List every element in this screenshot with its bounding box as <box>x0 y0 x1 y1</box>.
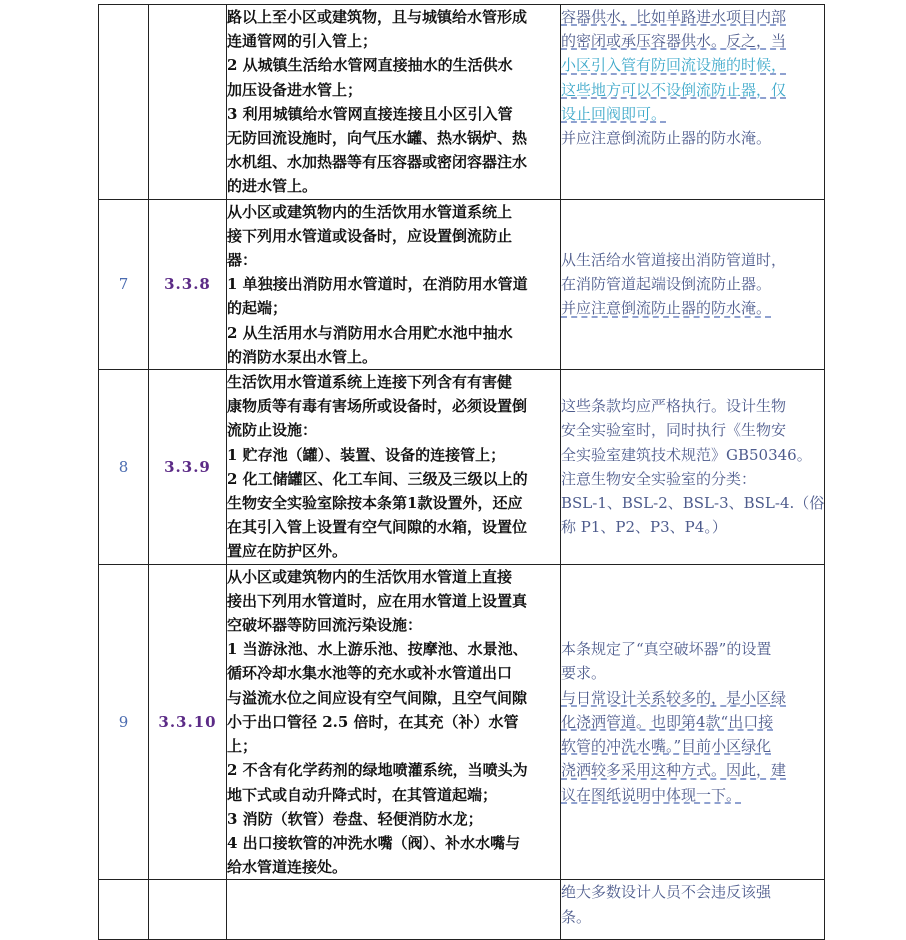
clause-text-line: 连通管网的引入管上； <box>227 32 378 51</box>
clause-text-line: 1 单独接出消防用水管道时，在消防用水管道 <box>227 275 528 294</box>
comment-line: 注意生物安全实验室的分类： <box>561 469 757 488</box>
clause-text-line: 给水管道连接处。 <box>227 858 348 877</box>
row-number <box>99 880 149 940</box>
clause-text-line: 的起端； <box>227 299 288 318</box>
clause-text-line: 3 利用城镇给水管网直接连接且小区引入管 <box>227 104 513 123</box>
comment-line: BSL-1、BSL-2、BSL-3、BSL-4.（俗 <box>561 494 825 513</box>
comment-line: 的密闭或承压容器供水。反之，当 <box>561 32 787 51</box>
comment-line: 称 P1、P2、P3、P4。） <box>561 518 727 537</box>
clause-text-line: 生活饮用水管道系统上连接下列含有有害健 <box>227 373 513 392</box>
comment-line: 与日常设计关系较多的，是小区绿 <box>561 688 787 707</box>
clause-text-line: 的进水管上。 <box>227 177 318 196</box>
comment-line: 从生活给水管道接出消防管道时， <box>561 251 787 270</box>
table-row <box>99 199 825 369</box>
comment-line: 设止回阀即可。 <box>561 104 667 123</box>
clause-text-line: 3 消防（软管）卷盘、轻便消防水龙； <box>227 809 483 828</box>
comment-cell <box>561 880 825 940</box>
comment-line: 要求。 <box>561 664 607 683</box>
comment-line: 这些地方可以不设倒流防止器，仅 <box>561 80 787 99</box>
clause-text-line: 1 贮存池（罐）、装置、设备的连接管上； <box>227 445 506 464</box>
clause-text-line: 2 化工储罐区、化工车间、三级及三级以上的 <box>227 469 528 488</box>
clause-text-line: 空破坏器等防回流污染设施： <box>227 616 423 635</box>
comment-line: 这些条款均应严格执行。设计生物 <box>561 397 787 416</box>
clause-text-line: 接下列用水管道或设备时，应设置倒流防止 <box>227 226 513 245</box>
table-row <box>99 880 825 940</box>
clause-text <box>227 370 561 565</box>
comment-line: 议在图纸说明中体现一下。 <box>561 785 742 804</box>
clause-text-line: 流防止设施： <box>227 421 318 440</box>
clause-code: 3.3.10 <box>149 564 227 880</box>
clause-text <box>227 199 561 369</box>
comment-line: 小区引入管有防回流设施的时候， <box>561 56 787 75</box>
comment-line: 本条规定了“真空破坏器”的设置 <box>561 640 772 659</box>
clause-text-line: 小于出口管径 2.5 倍时，在其充（补）水管 <box>227 712 519 731</box>
clause-text-line: 从小区或建筑物内的生活饮用水管道系统上 <box>227 202 513 221</box>
clause-text-line: 路以上至小区或建筑物，且与城镇给水管形成 <box>227 8 528 26</box>
clause-text <box>227 880 561 940</box>
clause-text-line: 接出下列用水管道时，应在用水管道上设置真 <box>227 591 528 610</box>
comment-cell <box>561 5 825 200</box>
clause-code: 3.3.9 <box>149 370 227 565</box>
comment-line: 并应注意倒流防止器的防水淹。 <box>561 299 772 318</box>
clause-text-line: 的消防水泵出水管上。 <box>227 347 378 366</box>
row-number: 7 <box>99 199 149 369</box>
clause-text-line: 2 从城镇生活给水管网直接抽水的生活供水 <box>227 56 513 75</box>
comment-line: 全实验室建筑技术规范》GB50346。 <box>561 445 812 464</box>
spec-table <box>98 4 825 940</box>
clause-text-line: 地下式或自动升降式时，在其管道起端； <box>227 785 498 804</box>
clause-text-line: 2 从生活用水与消防用水合用贮水池中抽水 <box>227 323 513 342</box>
comment-line: 安全实验室时，同时执行《生物安 <box>561 421 787 440</box>
clause-text-line: 2 不含有化学药剂的绿地喷灌系统，当喷头为 <box>227 761 528 780</box>
comment-cell <box>561 564 825 880</box>
clause-text-line: 水机组、水加热器等有压容器或密闭容器注水 <box>227 153 528 172</box>
comment-line: 绝大多数设计人员不会违反该强 <box>561 883 772 902</box>
clause-text-line: 与溢流水位之间应设有空气间隙，且空气间隙 <box>227 688 528 707</box>
clause-code: 3.3.8 <box>149 199 227 369</box>
comment-cell <box>561 199 825 369</box>
comment-line: 浇洒较多采用这种方式。因此，建 <box>561 761 787 780</box>
clause-text-line: 循环冷却水集水池等的充水或补水管道出口 <box>227 664 513 683</box>
clause-code <box>149 880 227 940</box>
comment-line: 并应注意倒流防止器的防水淹。 <box>561 129 772 148</box>
table-row <box>99 5 825 200</box>
row-number <box>99 5 149 200</box>
row-number: 8 <box>99 370 149 565</box>
comment-line: 软管的冲洗水嘴。”目前小区绿化 <box>561 737 772 756</box>
clause-text-line: 从小区或建筑物内的生活饮用水管道上直接 <box>227 567 513 586</box>
comment-line: 化浇洒管道。也即第4款“出口接 <box>561 712 774 731</box>
clause-text-line: 无防回流设施时，向气压水罐、热水锅炉、热 <box>227 129 528 148</box>
table-row <box>99 564 825 880</box>
clause-text <box>227 564 561 880</box>
table-row <box>99 370 825 565</box>
clause-text-line: 器： <box>227 251 258 270</box>
comment-line: 条。 <box>561 907 592 926</box>
clause-text-line: 1 当游泳池、水上游乐池、按摩池、水景池、 <box>227 640 528 659</box>
clause-text-line: 康物质等有毒有害场所或设备时，必须设置倒 <box>227 397 528 416</box>
comment-cell <box>561 370 825 565</box>
row-number: 9 <box>99 564 149 880</box>
clause-text-line: 上； <box>227 737 258 756</box>
clause-text-line: 置应在防护区外。 <box>227 542 348 561</box>
clause-code <box>149 5 227 200</box>
clause-text-line: 加压设备进水管上； <box>227 80 363 99</box>
clause-text-line: 在其引入管上设置有空气间隙的水箱，设置位 <box>227 518 528 537</box>
clause-text <box>227 5 561 200</box>
comment-line: 容器供水，比如单路进水项目内部 <box>561 8 787 26</box>
comment-line: 在消防管道起端设倒流防止器。 <box>561 275 772 294</box>
clause-text-line: 4 出口接软管的冲洗水嘴（阀）、补水水嘴与 <box>227 833 521 852</box>
clause-text-line: 生物安全实验室除按本条第1款设置外，还应 <box>227 494 523 513</box>
